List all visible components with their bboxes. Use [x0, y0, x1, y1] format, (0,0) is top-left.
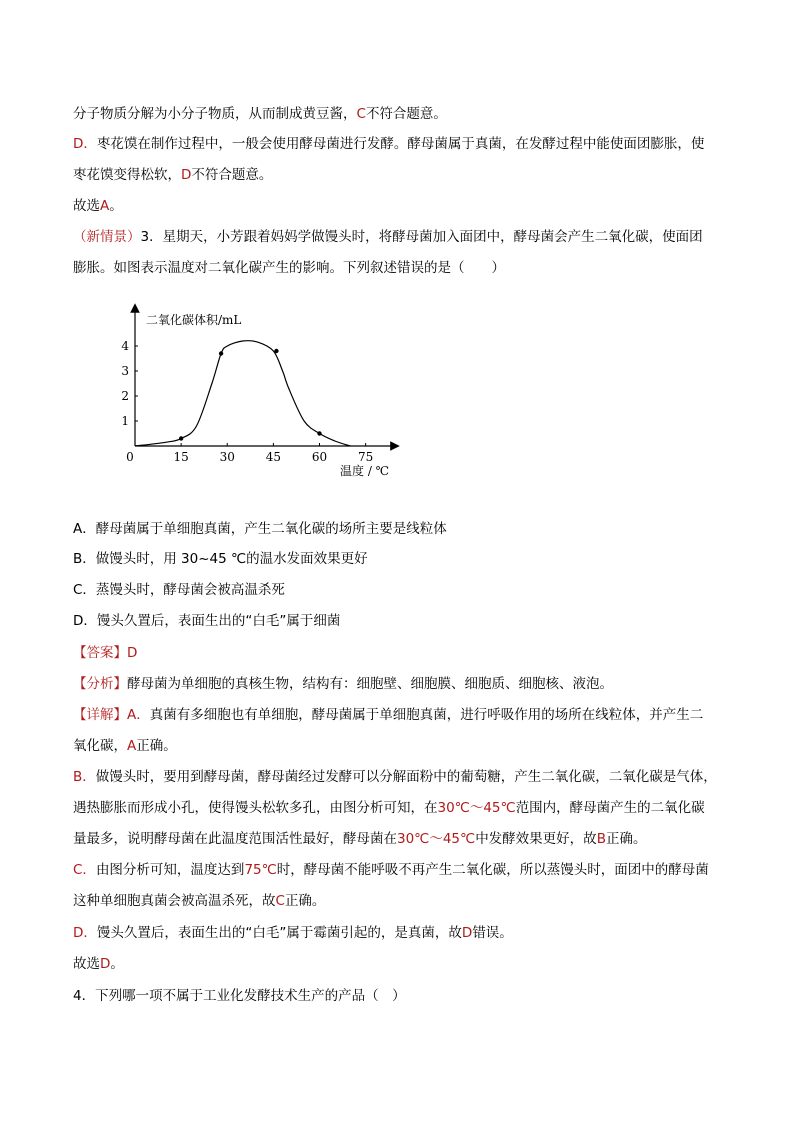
detail-label: 【详解】 — [73, 707, 127, 723]
answer-value: D — [127, 645, 138, 661]
option-ref: D — [100, 956, 111, 972]
option-label: D． — [73, 136, 97, 152]
x-tick-label: 15 — [173, 450, 189, 464]
data-point — [274, 349, 278, 353]
option-ref: D — [461, 925, 473, 941]
option-ref: A — [127, 738, 137, 754]
x-tick-label: 45 — [265, 450, 282, 464]
y-tick-label: 2 — [121, 389, 129, 403]
x-tick-label: 60 — [311, 450, 328, 464]
option-ref: C — [356, 106, 366, 122]
analysis-line — [73, 674, 613, 694]
option-ref: D — [181, 167, 192, 183]
option-label: A． — [127, 707, 150, 723]
origin-label: 0 — [126, 450, 134, 464]
text-segment: 。 — [109, 198, 123, 214]
x-tick-label: 75 — [357, 450, 374, 464]
x-axis-label: 温度 / ℃ — [340, 464, 390, 478]
answer-line — [73, 643, 137, 663]
text-line — [73, 104, 447, 124]
text-segment: 范围内，酵母菌产生的二氧化碳 — [515, 800, 705, 816]
text-segment: 由图分析可知，温度达到 — [95, 862, 245, 878]
option-ref: C — [275, 893, 285, 909]
text-segment: 正确。 — [136, 738, 177, 754]
temperature-value: 75℃ — [244, 862, 277, 878]
question-stem — [73, 227, 703, 247]
text-segment: 不符合题意。 — [365, 106, 447, 122]
text-segment: 馒头久置后，表面生出的“白毛”属于霉菌引起的，是真菌，故 — [96, 925, 462, 941]
detail-line — [73, 860, 709, 880]
data-point — [317, 431, 321, 435]
option-b: B．做馒头时，用 30~45 ℃的温水发面效果更好 — [73, 551, 368, 567]
text-segment: 错误。 — [472, 925, 513, 941]
text-segment: 不符合题意。 — [191, 167, 273, 183]
detail-line — [73, 736, 177, 756]
text-segment: 故选 — [73, 198, 100, 214]
text-segment: 遇热膨胀而形成小孔，使得馒头松软多孔，由图分析可知，在 — [73, 800, 438, 816]
option-label: C． — [73, 862, 96, 878]
detail-line — [73, 798, 705, 818]
x-tick-label: 30 — [219, 450, 235, 464]
option-ref: A — [100, 198, 110, 214]
detail-line — [73, 891, 325, 911]
data-point — [219, 351, 223, 355]
data-point — [179, 436, 183, 440]
option-a: A．酵母菌属于单细胞真菌，产生二氧化碳的场所主要是线粒体 — [73, 521, 447, 537]
text-segment: 这种单细胞真菌会被高温杀死，故 — [73, 893, 276, 909]
text-segment: 做馒头时，要用到酵母菌，酵母菌经过发酵可以分解面粉中的葡萄糖，产生二氧化碳，二氧化碳是气体， — [95, 769, 717, 785]
text-segment: 故选 — [73, 956, 100, 972]
choose-line — [73, 196, 123, 216]
detail-line — [73, 923, 513, 943]
y-tick-label: 1 — [121, 414, 129, 428]
text-line — [73, 134, 704, 154]
option-d: D．馒头久置后，表面生出的“白毛”属于细菌 — [73, 613, 341, 629]
temperature-range: 30℃～45℃ — [397, 831, 476, 847]
temperature-range: 30℃～45℃ — [437, 800, 516, 816]
text-segment: 量最多，说明酵母菌在此温度范围活性最好，酵母菌在 — [73, 831, 397, 847]
co2-temperature-chart — [120, 300, 410, 485]
text-segment: 氧化碳， — [73, 738, 127, 754]
option-c: C．蒸馒头时，酵母菌会被高温杀死 — [73, 582, 285, 598]
co2-curve — [135, 341, 350, 446]
text-line — [73, 165, 272, 185]
text-segment: 3．星期天，小芳跟着妈妈学做馒头时，将酵母菌加入面团中，酵母菌会产生二氧化碳，使面团 — [140, 229, 703, 245]
analysis-text: 酵母菌为单细胞的真核生物，结构有：细胞壁、细胞膜、细胞质、细胞核、液泡。 — [127, 676, 613, 692]
analysis-label: 【分析】 — [73, 676, 127, 692]
detail-line — [73, 705, 703, 725]
question-stem: 膨胀。如图表示温度对二氧化碳产生的影响。下列叙述错误的是（ ） — [73, 260, 505, 276]
question-4-stem: 4．下列哪一项不属于工业化发酵技术生产的产品（ ） — [73, 988, 406, 1004]
text-segment: 时，酵母菌不能呼吸不再产生二氧化碳，所以蒸馒头时，面团中的酵母菌 — [276, 862, 709, 878]
detail-line — [73, 829, 646, 849]
option-label: D． — [73, 925, 97, 941]
question-tag: （新情景） — [73, 229, 141, 245]
option-label: B． — [73, 769, 96, 785]
text-segment: 中发酵效果更好，故 — [475, 831, 597, 847]
chart-svg — [120, 300, 410, 485]
answer-label: 【答案】 — [73, 645, 127, 661]
text-segment: 分子物质分解为小分子物质，从而制成黄豆酱， — [73, 106, 357, 122]
y-axis-label: 二氧化碳体积/mL — [146, 313, 242, 327]
text-segment: 正确。 — [605, 831, 647, 847]
text-segment: 枣花馍在制作过程中，一般会使用酵母菌进行发酵。酵母菌属于真菌，在发酵过程中能使面团膨胀，使 — [96, 136, 705, 152]
text-segment: 。 — [110, 956, 124, 972]
y-tick-label: 3 — [121, 364, 129, 378]
choose-line — [73, 954, 124, 974]
text-segment: 真菌有多细胞也有单细胞，酵母菌属于单细胞真菌，进行呼吸作用的场所在线粒体，并产生二 — [149, 707, 704, 723]
option-ref: B — [596, 831, 606, 847]
text-segment: 正确。 — [284, 893, 326, 909]
detail-line — [73, 767, 717, 787]
text-segment: 枣花馍变得松软， — [73, 167, 181, 183]
y-tick-label: 4 — [121, 339, 129, 353]
